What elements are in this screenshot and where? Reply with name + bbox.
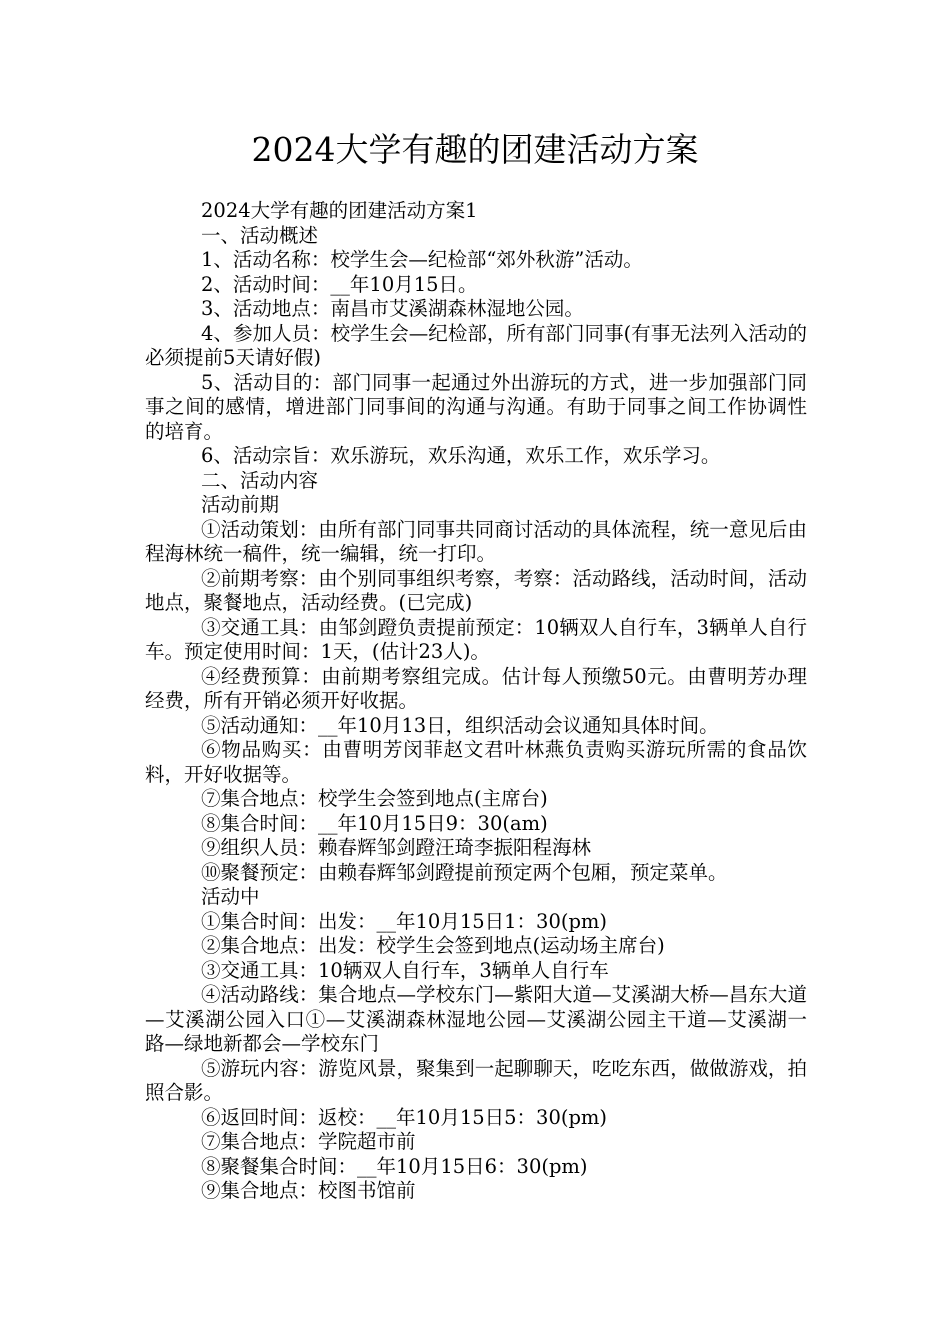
paragraph-meeting-time: ⑧集合时间：__年10月15日9：30(am)	[201, 811, 548, 835]
document-body	[145, 199, 807, 1204]
paragraph-return-time: ⑥返回时间：返校：__年10月15日5：30(pm)	[201, 1105, 608, 1129]
paragraph-dinner-time: ⑧聚餐集合时间：__年10月15日6：30(pm)	[201, 1154, 588, 1178]
section-heading-overview: 一、活动概述	[201, 223, 319, 247]
paragraph-activity-time: 2、活动时间：__年10月15日。	[201, 272, 478, 296]
paragraph-departure-point: ②集合地点：出发：校学生会签到地点(运动场主席台)	[201, 934, 665, 957]
paragraph-route: ④活动路线：集合地点—学校东门—紫阳大道—艾溪湖大桥—昌东大道—艾溪湖公园入口①—艾溪湖森林湿地公园—艾溪湖公园主干道—艾溪湖一路—绿地新都会—学校东门	[145, 983, 807, 1055]
paragraph-notice: ⑤活动通知：__年10月13日，组织活动会议通知具体时间。	[201, 713, 719, 737]
document-title: 2024大学有趣的团建活动方案	[251, 130, 699, 169]
paragraph-organizers: ⑨组织人员：赖春辉邹剑蹬汪琦李振阳程海林	[201, 836, 592, 859]
subheading-during-activity: 活动中	[201, 885, 260, 908]
subheading-pre-activity: 活动前期	[201, 493, 280, 516]
paragraph-dinner-booking: ⑩聚餐预定：由赖春辉邹剑蹬提前预定两个包厢，预定菜单。	[201, 860, 728, 884]
paragraph-transport-booking: ③交通工具：由邹剑蹬负责提前预定：10辆双人自行车，3辆单人自行车。预定使用时间：1天，(估计23人)。	[145, 615, 807, 663]
paragraph-participants: 4、参加人员：校学生会—纪检部，所有部门同事(有事无法列入活动的必须提前5天请好假)	[145, 321, 807, 369]
paragraph-purchasing: ⑥物品购买：由曹明芳闵菲赵文君叶林燕负责购买游玩所需的食品饮料，开好收据等。	[145, 738, 807, 786]
paragraph-tenet: 6、活动宗旨：欢乐游玩，欢乐沟通，欢乐工作，欢乐学习。	[201, 444, 721, 467]
paragraph-meeting-point: ⑦集合地点：校学生会签到地点(主席台)	[201, 787, 548, 810]
paragraph-purpose: 5、活动目的：部门同事一起通过外出游玩的方式，进一步加强部门同事之间的感情，增进部门同事间的沟通与沟通。有助于同事之间工作协调性的培育。	[145, 370, 807, 443]
paragraph-dinner-point: ⑨集合地点：校图书馆前	[201, 1179, 416, 1202]
paragraph-activity-name: 1、活动名称：校学生会—纪检部“郊外秋游”活动。	[201, 248, 643, 271]
paragraph-transport: ③交通工具：10辆双人自行车，3辆单人自行车	[201, 958, 609, 982]
paragraph-survey: ②前期考察：由个别同事组织考察，考察：活动路线，活动时间，活动地点，聚餐地点，活动经费。(已完成)	[145, 566, 807, 614]
section-heading-content: 二、活动内容	[201, 468, 319, 492]
paragraph-departure-time: ①集合时间：出发：__年10月15日1：30(pm)	[201, 909, 608, 933]
paragraph-budget: ④经费预算：由前期考察组完成。估计每人预缴50元。由曹明芳办理经费，所有开销必须开好收据。	[145, 664, 807, 712]
paragraph-planning: ①活动策划：由所有部门同事共同商讨活动的具体流程，统一意见后由程海林统一稿件，统一编辑，统一打印。	[145, 517, 807, 565]
paragraph-return-point: ⑦集合地点：学院超市前	[201, 1130, 416, 1153]
paragraph-activity-location: 3、活动地点：南昌市艾溪湖森林湿地公园。	[201, 297, 584, 320]
paragraph-plan-heading: 2024大学有趣的团建活动方案1	[201, 199, 478, 222]
paragraph-activities: ⑤游玩内容：游览风景，聚集到一起聊聊天，吃吃东西，做做游戏，拍照合影。	[145, 1056, 807, 1104]
